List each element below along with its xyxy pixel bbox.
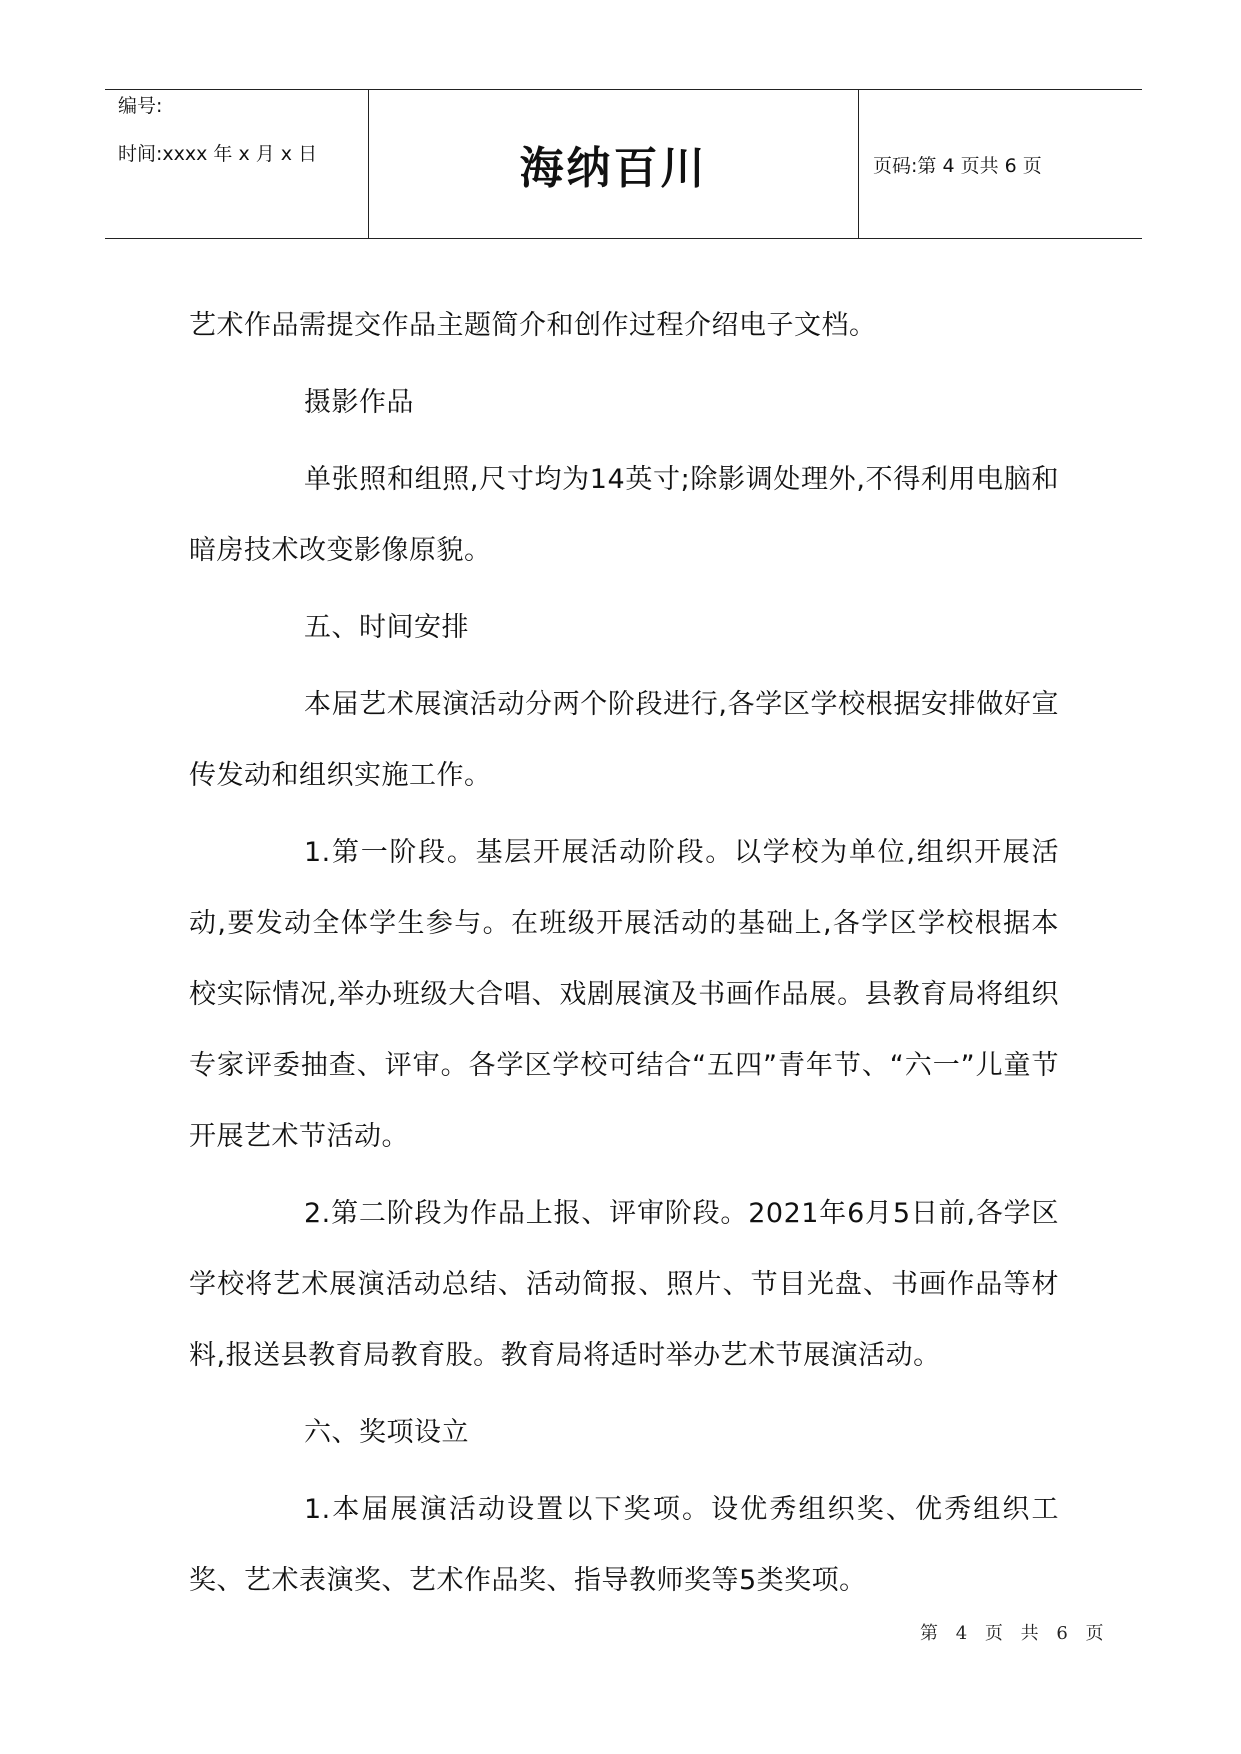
paragraph-stage-two: 2.第二阶段为作品上报、评审阶段。2021年6月5日前,各学区学校将艺术展演活动总结、活动简报、照片、节目光盘、书画作品等材料,报送县教育局教育股。教育局将适时举办艺术节展演活动。 [189,1198,1059,1371]
document-body [189,290,1059,1616]
footer-page-indicator: 第 4 页 共 6 页 [920,1623,1110,1644]
document-number-label: 编号: [118,95,163,117]
paragraph-schedule-intro: 本届艺术展演活动分两个阶段进行,各学区学校根据安排做好宣传发动和组织实施工作。 [189,689,1059,791]
document-time-label: 时间:xxxx 年 x 月 x 日 [118,143,318,165]
paragraph-stage-one: 1.第一阶段。基层开展活动阶段。以学校为单位,组织开展活动,要发动全体学生参与。在班级开展活动的基础上,各学区学校根据本校实际情况,举办班级大合唱、戏剧展演及书画作品展。县教育局将组织专家评委抽查、评审。各学区学校可结合“五四”青年节、“六一”儿童节开展艺术节活动。 [189,837,1059,1152]
header-meta-cell [105,90,369,238]
page-header [105,89,1142,239]
paragraph-art-submission: 艺术作品需提交作品主题简介和创作过程介绍电子文档。 [189,310,877,341]
brand-title: 海纳百川 [519,143,708,194]
header-brand-cell [369,90,859,238]
section-heading-schedule: 五、时间安排 [304,612,469,643]
header-page-cell [859,90,1142,238]
paragraph-awards-list: 1.本届展演活动设置以下奖项。设优秀组织奖、优秀组织工奖、艺术表演奖、艺术作品奖、指导教师奖等5类奖项。 [189,1494,1059,1596]
paragraph-photo-requirements: 单张照和组照,尺寸均为14英寸;除影调处理外,不得利用电脑和暗房技术改变影像原貌。 [189,464,1059,566]
heading-photography: 摄影作品 [304,387,414,418]
section-heading-awards: 六、奖项设立 [304,1417,469,1448]
header-page-code: 页码:第 4 页共 6 页 [873,154,1042,177]
